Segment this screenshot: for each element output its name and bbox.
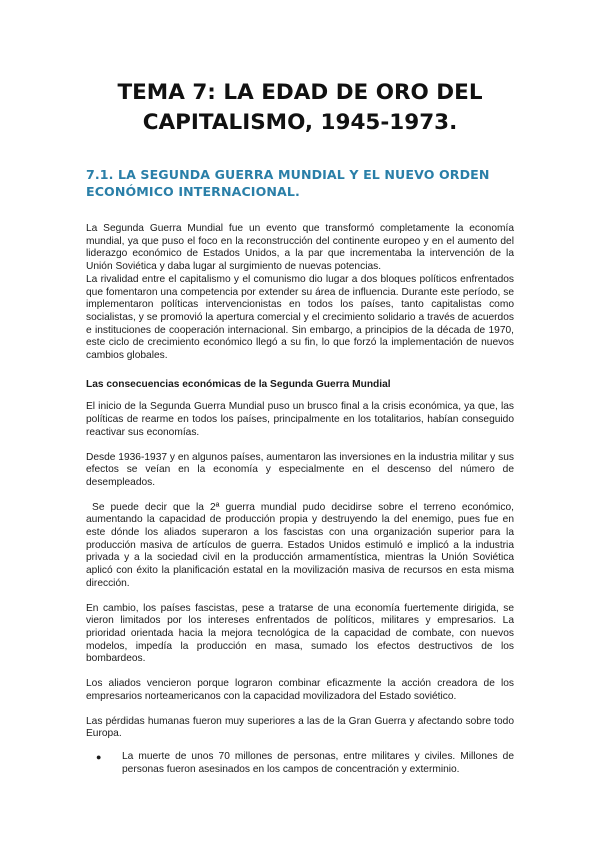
- paragraph-5: Se puede decir que la 2ª guerra mundial pudo decidirse sobre el terreno económico, aumentando la capacidad de producción propia y destruyendo la del enemigo, pues fue en este dónde los aliados superaron a los fascistas con una organización superior para la producción masiva de artículos de guerra. Estados Unidos estimuló e implicó a la industria privada y a la sociedad civil en la producción armamentística, mientras la Unión Soviética aplicó con éxito la planificación estatal en la movilización masiva de recursos en esta misma dirección.: [86, 501, 517, 589]
- paragraph-6: En cambio, los países fascistas, pese a tratarse de una economía fuertemente dirigida, se vieron limitados por los intereses enfrentados de políticos, militares y empresarios. La prioridad orientada hacia la mejora tecnológica de la capacidad de combate, con nuevos modelos, impedía la producción en masa, sumado los efectos destructivos de los bombardeos.: [86, 602, 514, 665]
- section-heading: [86, 166, 514, 200]
- paragraph-7: Los aliados vencieron porque lograron combinar eficazmente la acción creadora de los empresarios norteamericanos con la capacidad movilizadora del Estado soviético.: [86, 678, 514, 702]
- paragraph-8: Las pérdidas humanas fueron muy superiores a las de la Gran Guerra y afectando sobre todo Europa.: [86, 715, 514, 740]
- section-heading-line-2: ECONÓMICO INTERNACIONAL.: [86, 184, 300, 199]
- title-line-1: TEMA 7: LA EDAD DE ORO DEL: [117, 80, 483, 105]
- paragraph-4: Desde 1936-1937 y en algunos países, aumentaron las inversiones en la industria militar y sus efectos se veían en la economía y especialmente en el descenso del número de desempleados.: [86, 451, 514, 488]
- section-heading-line-1: 7.1. LA SEGUNDA GUERRA MUNDIAL Y EL NUEVO ORDEN: [86, 167, 490, 182]
- intro-paragraph-1: La Segunda Guerra Mundial fue un evento que transformó completamente la economía mundial, ya que puso el foco en la reconstrucción del continente europeo y en el aumento del liderazgo económico de Estados Unidos, a la par que incrementaba la intervención de la Unión Soviética y daba lugar al surgimiento de nuevas potencias.: [86, 223, 514, 273]
- bullet-dot-icon: ●: [96, 751, 102, 762]
- paragraph-3: El inicio de la Segunda Guerra Mundial puso un brusco final a la crisis económica, ya que, las políticas de rearme en todos los países, principalmente en los totalitarios, habían conseguido reactivar sus economías.: [86, 401, 514, 438]
- subheading: Las consecuencias económicas de la Segunda Guerra Mundial: [86, 378, 391, 390]
- bullet-list: [86, 751, 514, 776]
- title-line-2: CAPITALISMO, 1945-1973.: [142, 110, 458, 135]
- list-item-text: La muerte de unos 70 millones de personas, entre militares y civiles. Millones de personas fueron asesinados en los campos de concentración y exterminio.: [122, 750, 514, 775]
- page-title: [86, 0, 514, 138]
- intro-paragraph-2: La rivalidad entre el capitalismo y el comunismo dio lugar a dos bloques políticos enfrentados que fomentaron una competencia por extender su área de influencia. Durante este período, se implementaron políticas intervencionistas en todos los países, tanto capitalistas como socialistas, y se promovió la apertura comercial y el crecimiento solidario a través de acuerdos e instituciones de cooperación internacional. Sin embargo, a principios de la década de 1970, este ciclo de crecimiento económico llegó a su fin, lo que forzó la implementación de nuevos cambios globales.: [86, 273, 514, 362]
- list-item: [96, 750, 514, 776]
